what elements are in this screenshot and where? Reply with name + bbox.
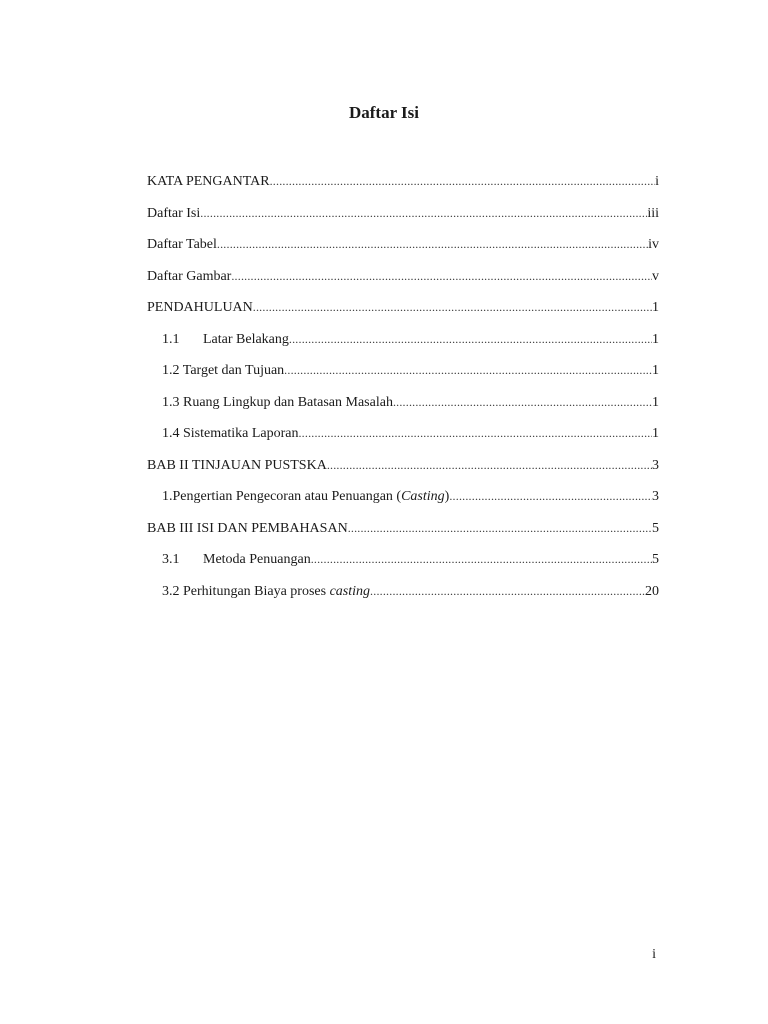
toc-entry-label: BAB II TINJAUAN PUSTSKA bbox=[147, 457, 327, 473]
toc-entry-page: 1 bbox=[652, 300, 659, 315]
toc-entry-daftar-gambar[interactable] bbox=[147, 261, 659, 293]
toc-entry-page: i bbox=[655, 174, 659, 189]
toc-entry-page: iv bbox=[648, 237, 659, 252]
toc-entry-page: 5 bbox=[652, 552, 659, 567]
toc-entry-1-1[interactable] bbox=[147, 324, 659, 356]
toc-entry-label: Daftar Isi bbox=[147, 205, 201, 221]
dot-leader bbox=[217, 229, 648, 261]
page-title: Daftar Isi bbox=[348, 103, 420, 122]
toc-entry-3-2[interactable] bbox=[147, 576, 659, 608]
toc-entry-text: Metoda Penuangan bbox=[203, 552, 311, 567]
dot-leader bbox=[298, 418, 652, 450]
toc-entry-label: PENDAHULUAN bbox=[147, 300, 253, 315]
toc-entry-bab-ii[interactable] bbox=[147, 450, 659, 482]
toc-entry-label: 1.4 Sistematika Laporan bbox=[162, 426, 299, 441]
toc-entry-label bbox=[162, 576, 370, 608]
toc-entry-italic-text: Casting bbox=[401, 489, 445, 504]
toc-entry-daftar-isi[interactable] bbox=[147, 198, 659, 230]
toc-entry-label: Daftar Gambar bbox=[147, 268, 232, 284]
toc-entry-label: Daftar Tabel bbox=[147, 237, 217, 252]
dot-leader bbox=[289, 324, 652, 356]
toc-entry-page: 20 bbox=[645, 583, 659, 599]
dot-leader bbox=[253, 292, 652, 324]
dot-leader bbox=[370, 576, 645, 608]
toc-entry-label: BAB III ISI DAN PEMBAHASAN bbox=[147, 520, 348, 536]
toc-entry-page: 1 bbox=[652, 331, 659, 347]
toc-entry-text: 3.2 Perhitungan Biaya proses bbox=[162, 583, 330, 599]
toc-entry-pengertian-pengecoran[interactable] bbox=[147, 481, 659, 513]
toc-entry-text: 1.Pengertian Pengecoran atau Penuangan ( bbox=[162, 489, 402, 504]
toc-entry-page: 5 bbox=[652, 520, 659, 536]
dot-leader bbox=[393, 387, 652, 419]
toc-entry-number: 3.1 bbox=[162, 552, 180, 567]
toc-entry-page: 1 bbox=[652, 426, 659, 441]
toc-entry-label bbox=[162, 544, 311, 576]
toc-entry-pendahuluan[interactable] bbox=[147, 292, 659, 324]
toc-entry-1-3[interactable] bbox=[147, 387, 659, 419]
dot-leader bbox=[200, 198, 647, 230]
toc-entry-page: 1 bbox=[652, 363, 659, 378]
dot-leader bbox=[284, 355, 652, 387]
toc-entry-1-2[interactable] bbox=[147, 355, 659, 387]
toc-entry-label bbox=[162, 324, 289, 356]
toc-entry-text: ) bbox=[444, 489, 450, 504]
toc-entry-label: 1.2 Target dan Tujuan bbox=[162, 363, 285, 378]
footer-page-number: i bbox=[652, 947, 656, 962]
toc-entry-text: Latar Belakang bbox=[203, 331, 289, 347]
toc-entry-kata-pengantar[interactable] bbox=[147, 166, 659, 198]
dot-leader bbox=[348, 513, 652, 545]
toc-entry-italic-text: casting bbox=[329, 583, 371, 599]
toc-entry-3-1[interactable] bbox=[147, 544, 659, 576]
toc-entry-page: 3 bbox=[652, 457, 659, 473]
table-of-contents bbox=[147, 166, 659, 607]
toc-entry-bab-iii[interactable] bbox=[147, 513, 659, 545]
dot-leader bbox=[270, 166, 656, 198]
toc-entry-daftar-tabel[interactable] bbox=[147, 229, 659, 261]
dot-leader bbox=[311, 544, 652, 576]
toc-entry-label: KATA PENGANTAR bbox=[147, 174, 270, 189]
dot-leader bbox=[449, 481, 652, 513]
toc-entry-label: 1.3 Ruang Lingkup dan Batasan Masalah bbox=[162, 394, 393, 410]
dot-leader bbox=[327, 450, 652, 482]
toc-entry-number: 1.1 bbox=[162, 331, 180, 347]
toc-entry-label bbox=[162, 481, 449, 513]
toc-entry-page: v bbox=[652, 268, 659, 284]
dot-leader bbox=[231, 261, 652, 293]
toc-entry-page: 1 bbox=[652, 394, 659, 410]
toc-entry-page: 3 bbox=[652, 489, 659, 504]
toc-entry-1-4[interactable] bbox=[147, 418, 659, 450]
toc-entry-page: iii bbox=[647, 205, 659, 221]
